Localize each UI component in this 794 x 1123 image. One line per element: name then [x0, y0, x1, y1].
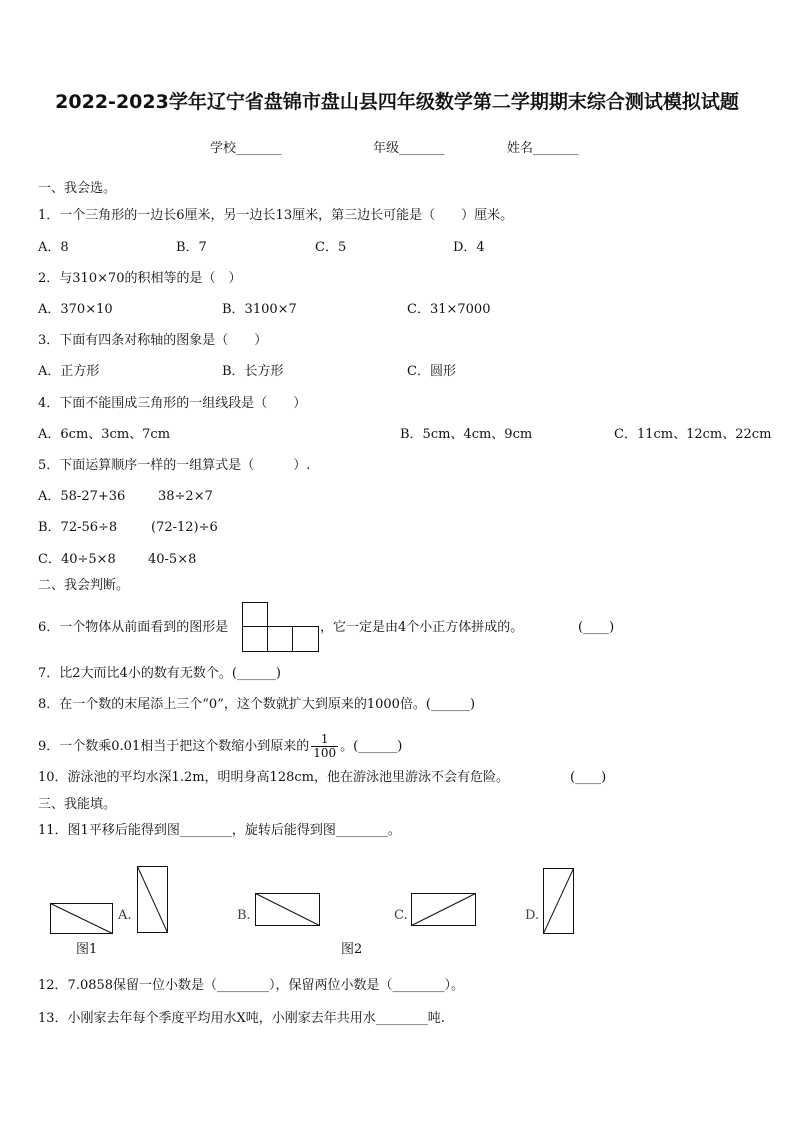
question-10: 10．游泳池的平均水深1.2m，明明身高128cm，他在游泳池里游泳不会有危险。: [38, 770, 509, 785]
q1-option-a: A．8: [38, 240, 69, 255]
q6-front-view-figure: [242, 602, 322, 652]
q5-option-b-expr2: (72-12)÷6: [151, 520, 218, 535]
figure-2-caption: 图2: [341, 942, 363, 957]
q1-option-c: C．5: [315, 240, 347, 255]
question-10-answer: (____): [570, 770, 607, 785]
question-6-pre: 6．一个物体从前面看到的图形是: [38, 620, 229, 635]
q4-option-a: A．6cm、3cm、7cm: [38, 427, 171, 442]
fraction-denominator: 100: [313, 746, 337, 760]
figure-b-rectangle: [255, 893, 321, 927]
question-8: 8．在一个数的末尾添上三个“0”，这个数就扩大到原来的1000倍。(______): [38, 697, 476, 712]
question-11: 11．图1平移后能得到图________，旋转后能得到图________。: [38, 823, 401, 838]
question-13: 13．小刚家去年每个季度平均用水X吨，小刚家去年共用水________吨.: [38, 1011, 445, 1026]
q3-option-a: A．正方形: [38, 364, 100, 379]
grade-field: 年级_______: [373, 141, 445, 156]
question-1: 1．一个三角形的一边长6厘米，另一边长13厘米，第三边长可能是（ ）厘米。: [38, 208, 514, 223]
question-6-answer: (____): [578, 620, 615, 635]
question-9-post: 。(______): [340, 739, 403, 754]
question-4: 4．下面不能围成三角形的一组线段是（ ）: [38, 396, 307, 411]
q5-option-a: A．58-27+36: [38, 489, 126, 504]
page-title: 2022-2023学年辽宁省盘锦市盘山县四年级数学第二学期期末综合测试模拟试题: [55, 91, 739, 113]
fraction-numerator: 1: [311, 733, 338, 747]
q3-option-c: C．圆形: [407, 364, 456, 379]
figure-d-rectangle: [543, 868, 575, 936]
label-c: C.: [394, 908, 408, 923]
q2-option-c: C．31×7000: [407, 302, 491, 317]
fraction: [311, 733, 338, 760]
question-7: 7．比2大而比4小的数有无数个。(______): [38, 666, 281, 681]
q2-option-b: B．3100×7: [222, 302, 297, 317]
figure-1-caption: 图1: [76, 942, 98, 957]
label-b: B.: [237, 908, 251, 923]
q5-option-a-expr2: 38÷2×7: [158, 489, 213, 504]
label-d: D.: [525, 908, 540, 923]
q4-option-c: C．11cm、12cm、22cm: [614, 427, 772, 442]
q3-option-b: B．长方形: [222, 364, 284, 379]
q1-option-b: B．7: [176, 240, 207, 255]
question-9-pre: 9．一个数乘0.01相当于把这个数缩小到原来的: [38, 739, 310, 754]
question-2: 2．与310×70的积相等的是（ ）: [38, 271, 242, 286]
q2-option-a: A．370×10: [38, 302, 113, 317]
question-9: [38, 733, 402, 760]
q5-option-c: C．40÷5×8: [38, 552, 116, 567]
name-field: 姓名_______: [507, 141, 579, 156]
q4-option-b: B．5cm、4cm、9cm: [400, 427, 533, 442]
q5-option-b: B．72-56÷8: [38, 520, 118, 535]
school-field: 学校_______: [210, 141, 282, 156]
section-heading-1: 一、我会选。: [38, 181, 117, 196]
section-heading-3: 三、我能填。: [38, 797, 117, 812]
q1-option-d: D．4: [453, 240, 485, 255]
section-heading-2: 二、我会判断。: [38, 578, 130, 593]
question-3: 3．下面有四条对称轴的图象是（ ）: [38, 333, 268, 348]
label-a: A.: [118, 908, 132, 923]
question-5: 5．下面运算顺序一样的一组算式是（ ）.: [38, 458, 311, 473]
question-12: 12．7.0858保留一位小数是（________），保留两位小数是（________）。: [38, 978, 465, 993]
question-6-post: ，它一定是由4个小正方体拼成的。: [320, 620, 524, 635]
q5-option-c-expr2: 40-5×8: [148, 552, 197, 567]
figure-c-rectangle: [411, 893, 477, 927]
figure-a-rectangle: [137, 866, 169, 934]
